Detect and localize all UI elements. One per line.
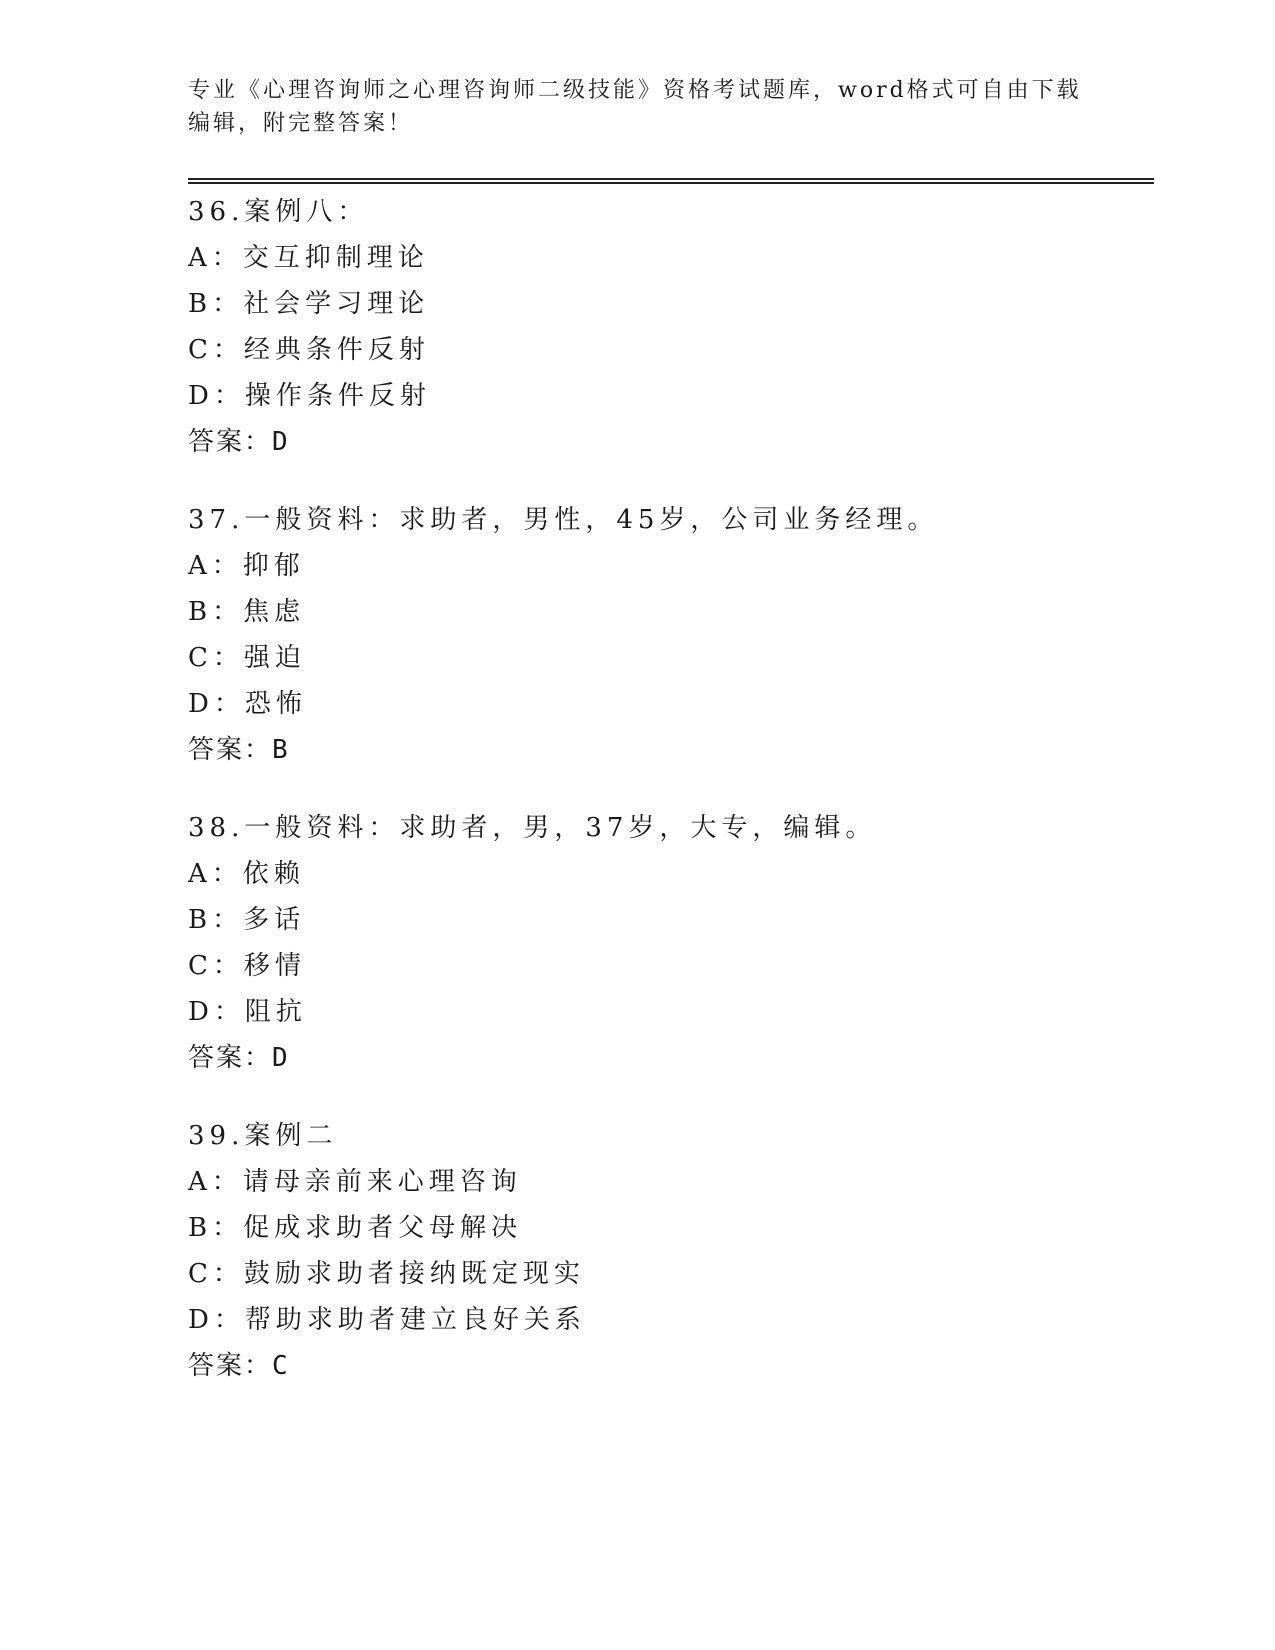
header-divider [188,178,1154,184]
answer-line: 答案：D [188,1043,290,1073]
answer-line: 答案：B [188,735,290,765]
question-37 [188,497,1148,773]
question-list [188,189,1148,1421]
question-39 [188,1113,1148,1389]
question-stem: 38.一般资料：求助者，男，37岁，大专，编辑。 [188,813,877,843]
question-stem: 37.一般资料：求助者，男性，45岁，公司业务经理。 [188,505,939,535]
option-d: D：阻抗 [188,997,307,1027]
question-38 [188,805,1148,1081]
option-d: D：恐怖 [188,689,307,719]
option-b: B：社会学习理论 [188,289,430,319]
option-a: A：抑郁 [188,551,305,581]
document-header: 专业《心理咨询师之心理咨询师二级技能》资格考试题库，word格式可自由下载编辑，附完整答案！ [188,78,1082,136]
answer-line: 答案：D [188,427,290,457]
option-a: A：请母亲前来心理咨询 [188,1167,522,1197]
option-c: C：经典条件反射 [188,335,430,365]
answer-line: 答案：C [188,1351,290,1381]
option-d: D：帮助求助者建立良好关系 [188,1305,586,1335]
option-c: C：鼓励求助者接纳既定现实 [188,1259,585,1289]
question-stem: 36.案例八： [188,197,369,227]
option-a: A：交互抑制理论 [188,243,429,273]
option-b: B：多话 [188,905,306,935]
option-c: C：移情 [188,951,306,981]
option-b: B：促成求助者父母解决 [188,1213,523,1243]
option-d: D：操作条件反射 [188,381,431,411]
question-stem: 39.案例二 [188,1121,338,1151]
option-a: A：依赖 [188,859,305,889]
option-b: B：焦虑 [188,597,306,627]
option-c: C：强迫 [188,643,306,673]
question-36 [188,189,1148,465]
